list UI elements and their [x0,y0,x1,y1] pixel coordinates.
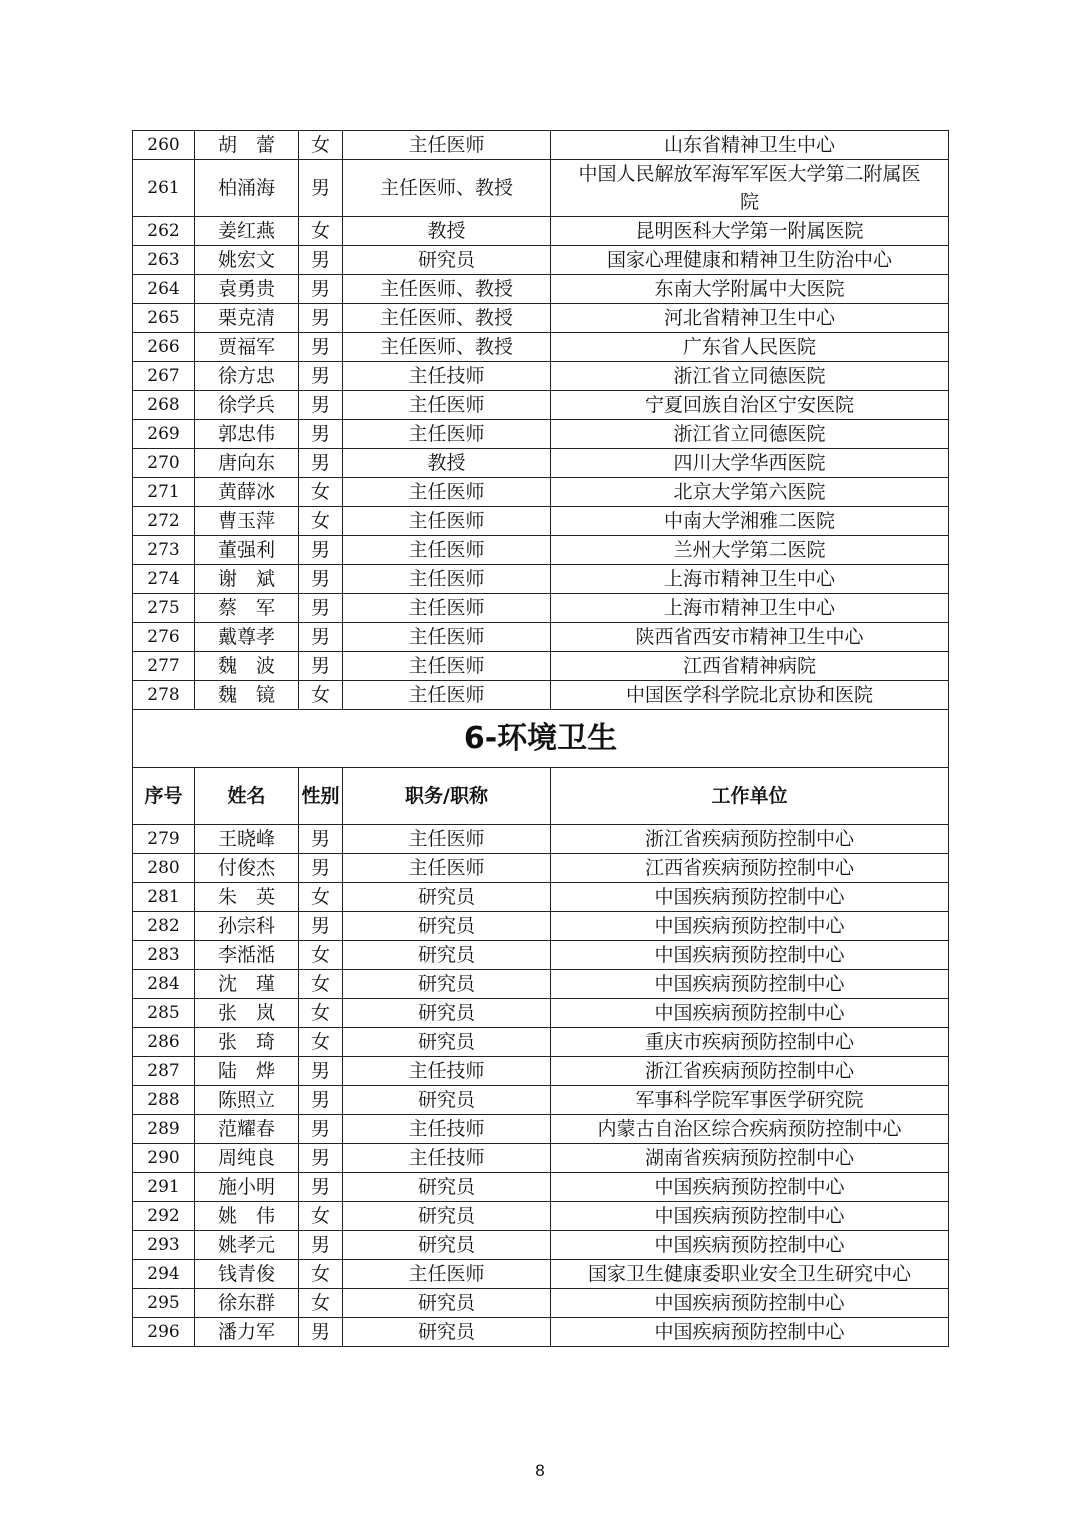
cell-name: 姜红燕 [195,217,299,246]
cell-serial-number: 271 [133,478,195,507]
cell-job-title: 主任医师 [343,536,551,565]
cell-name: 魏 镜 [195,681,299,710]
cell-work-unit: 浙江省疾病预防控制中心 [551,1057,949,1086]
cell-name: 贾福军 [195,333,299,362]
cell-job-title: 研究员 [343,1028,551,1057]
cell-gender: 男 [299,1115,343,1144]
cell-serial-number: 293 [133,1231,195,1260]
cell-work-unit: 上海市精神卫生中心 [551,565,949,594]
cell-work-unit: 中国疾病预防控制中心 [551,1289,949,1318]
cell-serial-number: 260 [133,131,195,160]
table-row [133,1202,949,1231]
table-row [133,825,949,854]
cell-gender: 女 [299,507,343,536]
cell-work-unit: 浙江省立同德医院 [551,420,949,449]
cell-serial-number: 291 [133,1173,195,1202]
cell-serial-number: 261 [133,160,195,217]
cell-job-title: 研究员 [343,912,551,941]
cell-job-title: 主任医师 [343,507,551,536]
cell-gender: 女 [299,1028,343,1057]
cell-gender: 男 [299,652,343,681]
cell-name: 栗克清 [195,304,299,333]
table-row [133,1115,949,1144]
cell-work-unit: 中南大学湘雅二医院 [551,507,949,536]
cell-gender: 男 [299,1057,343,1086]
cell-job-title: 主任医师、教授 [343,333,551,362]
cell-serial-number: 262 [133,217,195,246]
cell-name: 潘力军 [195,1318,299,1347]
cell-gender: 女 [299,970,343,999]
cell-job-title: 主任技师 [343,362,551,391]
cell-gender: 女 [299,478,343,507]
cell-gender: 女 [299,999,343,1028]
cell-gender: 男 [299,825,343,854]
cell-name: 付俊杰 [195,854,299,883]
cell-job-title: 研究员 [343,1202,551,1231]
cell-work-unit: 北京大学第六医院 [551,478,949,507]
cell-serial-number: 282 [133,912,195,941]
table-row [133,362,949,391]
cell-work-unit: 重庆市疾病预防控制中心 [551,1028,949,1057]
cell-job-title: 主任医师、教授 [343,160,551,217]
cell-serial-number: 290 [133,1144,195,1173]
cell-serial-number: 277 [133,652,195,681]
cell-name: 谢 斌 [195,565,299,594]
cell-serial-number: 272 [133,507,195,536]
cell-name: 姚 伟 [195,1202,299,1231]
cell-job-title: 主任医师 [343,825,551,854]
cell-work-unit: 山东省精神卫生中心 [551,131,949,160]
cell-gender: 女 [299,131,343,160]
cell-work-unit: 中国疾病预防控制中心 [551,1231,949,1260]
cell-serial-number: 279 [133,825,195,854]
cell-name: 董强利 [195,536,299,565]
table-row [133,420,949,449]
cell-job-title: 主任医师 [343,391,551,420]
header-name: 姓名 [195,768,299,825]
cell-work-unit: 中国医学科学院北京协和医院 [551,681,949,710]
cell-gender: 女 [299,217,343,246]
cell-serial-number: 295 [133,1289,195,1318]
cell-job-title: 研究员 [343,1231,551,1260]
cell-work-unit: 浙江省疾病预防控制中心 [551,825,949,854]
cell-job-title: 研究员 [343,246,551,275]
cell-gender: 男 [299,362,343,391]
cell-work-unit: 国家卫生健康委职业安全卫生研究中心 [551,1260,949,1289]
cell-work-unit: 内蒙古自治区综合疾病预防控制中心 [551,1115,949,1144]
cell-gender: 男 [299,623,343,652]
table-row [133,565,949,594]
cell-serial-number: 266 [133,333,195,362]
table-row [133,333,949,362]
cell-work-unit: 河北省精神卫生中心 [551,304,949,333]
cell-name: 徐学兵 [195,391,299,420]
cell-name: 朱 英 [195,883,299,912]
table-row [133,1028,949,1057]
cell-serial-number: 285 [133,999,195,1028]
cell-serial-number: 289 [133,1115,195,1144]
cell-gender: 男 [299,1086,343,1115]
cell-job-title: 主任医师 [343,681,551,710]
cell-name: 张 岚 [195,999,299,1028]
cell-work-unit: 江西省疾病预防控制中心 [551,854,949,883]
cell-name: 唐向东 [195,449,299,478]
table-row [133,304,949,333]
cell-job-title: 研究员 [343,999,551,1028]
roster-rows-psychiatry [133,131,949,710]
cell-name: 王晓峰 [195,825,299,854]
table-row [133,1057,949,1086]
cell-work-unit: 宁夏回族自治区宁安医院 [551,391,949,420]
cell-work-unit: 湖南省疾病预防控制中心 [551,1144,949,1173]
cell-name: 袁勇贵 [195,275,299,304]
cell-name: 蔡 军 [195,594,299,623]
cell-job-title: 主任医师 [343,1260,551,1289]
table-row [133,507,949,536]
cell-serial-number: 267 [133,362,195,391]
cell-work-unit: 兰州大学第二医院 [551,536,949,565]
cell-gender: 男 [299,160,343,217]
cell-gender: 男 [299,565,343,594]
header-serial-number: 序号 [133,768,195,825]
cell-gender: 男 [299,1318,343,1347]
cell-work-unit: 江西省精神病院 [551,652,949,681]
cell-gender: 男 [299,420,343,449]
cell-job-title: 研究员 [343,941,551,970]
cell-job-title: 教授 [343,217,551,246]
table-row [133,623,949,652]
page-number: 8 [535,1461,545,1480]
cell-name: 陈照立 [195,1086,299,1115]
cell-job-title: 研究员 [343,883,551,912]
cell-gender: 男 [299,449,343,478]
cell-job-title: 主任医师 [343,420,551,449]
table-row [133,1260,949,1289]
cell-name: 戴尊孝 [195,623,299,652]
table-row [133,160,949,217]
cell-name: 徐东群 [195,1289,299,1318]
cell-gender: 男 [299,594,343,623]
header-work-unit: 工作单位 [551,768,949,825]
table-row [133,912,949,941]
cell-job-title: 主任医师 [343,478,551,507]
table-row [133,217,949,246]
cell-job-title: 主任技师 [343,1144,551,1173]
cell-name: 孙宗科 [195,912,299,941]
cell-name: 郭忠伟 [195,420,299,449]
cell-name: 李湉湉 [195,941,299,970]
cell-name: 姚孝元 [195,1231,299,1260]
roster-rows-environmental-health [133,825,949,1347]
cell-gender: 女 [299,681,343,710]
cell-gender: 男 [299,854,343,883]
cell-job-title: 主任医师 [343,131,551,160]
table-row [133,1318,949,1347]
table-row [133,478,949,507]
cell-gender: 女 [299,1289,343,1318]
cell-job-title: 研究员 [343,1173,551,1202]
cell-name: 曹玉萍 [195,507,299,536]
table-row [133,854,949,883]
cell-work-unit: 中国疾病预防控制中心 [551,912,949,941]
cell-gender: 女 [299,1202,343,1231]
cell-work-unit: 中国疾病预防控制中心 [551,1202,949,1231]
cell-serial-number: 286 [133,1028,195,1057]
table-row [133,652,949,681]
cell-work-unit: 中国疾病预防控制中心 [551,1318,949,1347]
cell-name: 周纯良 [195,1144,299,1173]
cell-job-title: 主任技师 [343,1057,551,1086]
cell-gender: 男 [299,275,343,304]
cell-job-title: 主任技师 [343,1115,551,1144]
cell-serial-number: 280 [133,854,195,883]
cell-serial-number: 275 [133,594,195,623]
cell-work-unit: 陕西省西安市精神卫生中心 [551,623,949,652]
table-row [133,681,949,710]
cell-job-title: 主任医师、教授 [343,275,551,304]
cell-job-title: 研究员 [343,1318,551,1347]
cell-name: 沈 瑾 [195,970,299,999]
table-row [133,1144,949,1173]
cell-job-title: 主任医师 [343,854,551,883]
table-row [133,1173,949,1202]
cell-serial-number: 265 [133,304,195,333]
section-title-row [133,710,949,768]
cell-serial-number: 294 [133,1260,195,1289]
cell-serial-number: 287 [133,1057,195,1086]
cell-gender: 男 [299,246,343,275]
cell-work-unit: 中国人民解放军海军军医大学第二附属医院 [551,160,949,217]
cell-name: 胡 蕾 [195,131,299,160]
cell-gender: 女 [299,1260,343,1289]
cell-gender: 男 [299,1144,343,1173]
cell-gender: 女 [299,883,343,912]
cell-serial-number: 283 [133,941,195,970]
cell-job-title: 主任医师、教授 [343,304,551,333]
cell-name: 张 琦 [195,1028,299,1057]
cell-name: 魏 波 [195,652,299,681]
cell-work-unit: 中国疾病预防控制中心 [551,999,949,1028]
cell-gender: 男 [299,391,343,420]
table-row [133,1231,949,1260]
cell-serial-number: 264 [133,275,195,304]
table-row [133,536,949,565]
cell-job-title: 研究员 [343,970,551,999]
cell-work-unit: 中国疾病预防控制中心 [551,1173,949,1202]
cell-work-unit: 中国疾病预防控制中心 [551,883,949,912]
section-title: 6-环境卫生 [133,710,949,768]
cell-serial-number: 281 [133,883,195,912]
cell-serial-number: 263 [133,246,195,275]
cell-serial-number: 276 [133,623,195,652]
expert-roster-table [132,130,949,1347]
cell-name: 钱青俊 [195,1260,299,1289]
cell-serial-number: 270 [133,449,195,478]
cell-work-unit: 上海市精神卫生中心 [551,594,949,623]
cell-gender: 女 [299,941,343,970]
cell-job-title: 主任医师 [343,623,551,652]
cell-serial-number: 278 [133,681,195,710]
cell-serial-number: 288 [133,1086,195,1115]
cell-work-unit: 中国疾病预防控制中心 [551,941,949,970]
section-block [133,710,949,825]
cell-serial-number: 269 [133,420,195,449]
cell-job-title: 主任医师 [343,594,551,623]
cell-gender: 男 [299,304,343,333]
cell-gender: 男 [299,1231,343,1260]
cell-serial-number: 273 [133,536,195,565]
cell-work-unit: 昆明医科大学第一附属医院 [551,217,949,246]
cell-work-unit: 东南大学附属中大医院 [551,275,949,304]
cell-serial-number: 284 [133,970,195,999]
header-gender: 性别 [299,768,343,825]
cell-gender: 男 [299,912,343,941]
table-row [133,131,949,160]
cell-work-unit: 四川大学华西医院 [551,449,949,478]
cell-work-unit: 军事科学院军事医学研究院 [551,1086,949,1115]
cell-name: 徐方忠 [195,362,299,391]
table-row [133,449,949,478]
cell-serial-number: 274 [133,565,195,594]
cell-serial-number: 296 [133,1318,195,1347]
table-row [133,594,949,623]
cell-gender: 男 [299,536,343,565]
table-row [133,246,949,275]
cell-job-title: 主任医师 [343,565,551,594]
cell-gender: 男 [299,333,343,362]
cell-name: 柏涌海 [195,160,299,217]
cell-job-title: 研究员 [343,1289,551,1318]
table-row [133,275,949,304]
cell-name: 陆 烨 [195,1057,299,1086]
cell-name: 姚宏文 [195,246,299,275]
cell-name: 黄薛冰 [195,478,299,507]
cell-job-title: 教授 [343,449,551,478]
table-row [133,970,949,999]
table-row [133,1086,949,1115]
cell-serial-number: 268 [133,391,195,420]
header-job-title: 职务/职称 [343,768,551,825]
cell-work-unit: 广东省人民医院 [551,333,949,362]
cell-name: 范耀春 [195,1115,299,1144]
table-row [133,391,949,420]
table-row [133,941,949,970]
cell-work-unit: 中国疾病预防控制中心 [551,970,949,999]
cell-name: 施小明 [195,1173,299,1202]
cell-work-unit: 浙江省立同德医院 [551,362,949,391]
table-header-row [133,768,949,825]
cell-job-title: 研究员 [343,1086,551,1115]
table-row [133,883,949,912]
cell-serial-number: 292 [133,1202,195,1231]
table-row [133,999,949,1028]
cell-gender: 男 [299,1173,343,1202]
cell-work-unit: 国家心理健康和精神卫生防治中心 [551,246,949,275]
cell-job-title: 主任医师 [343,652,551,681]
table-row [133,1289,949,1318]
